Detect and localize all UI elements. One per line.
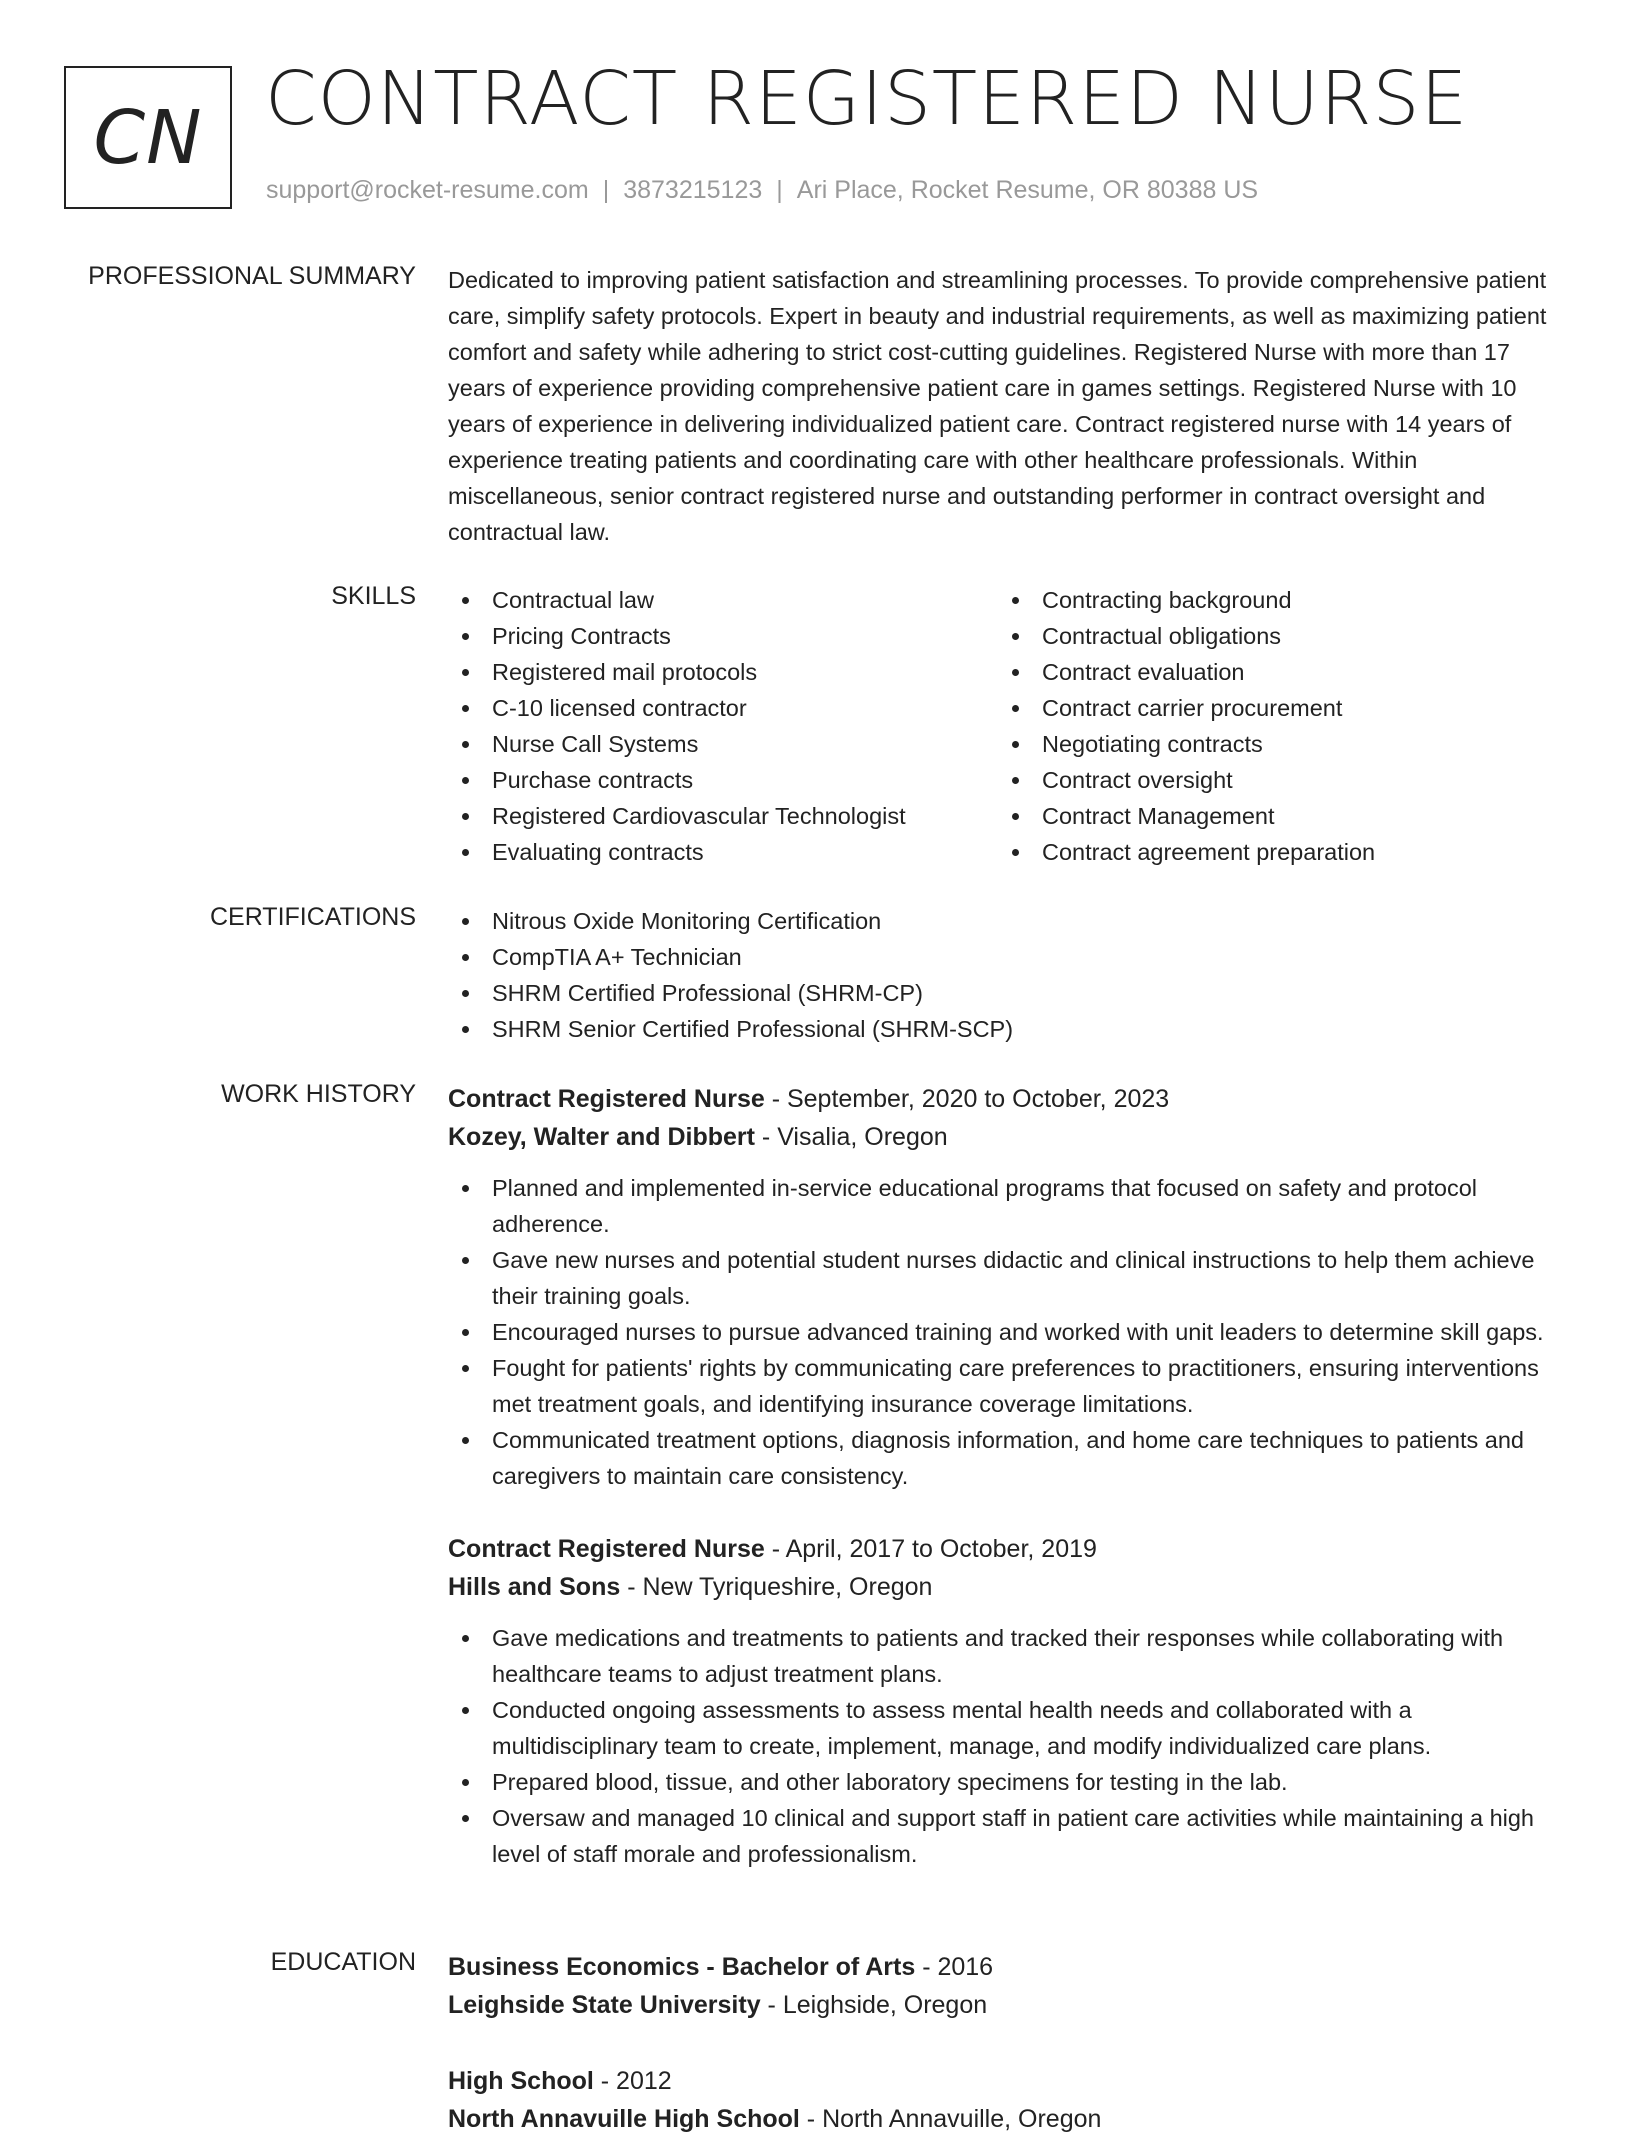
education-location: - North Annavuille, Oregon [799,2105,1102,2133]
job-company: Kozey, Walter and Dibbert [448,1123,755,1151]
education-entry [448,1948,1560,2024]
skill-item: Registered mail protocols [448,654,998,690]
contact-address: Ari Place, Rocket Resume, OR 80388 US [796,176,1259,204]
skill-item: Nurse Call Systems [448,726,998,762]
job-duty-item: Communicated treatment options, diagnosis information, and home care techniques to patients and caregivers to maintain care consistency. [448,1422,1560,1494]
job-duty-item: Conducted ongoing assessments to assess mental health needs and collaborated with a multidisciplinary team to create, implement, manage, and modify individualized care plans. [448,1692,1560,1764]
job-duty-item: Gave new nurses and potential student nurses didactic and clinical instructions to help them achieve their training goals. [448,1242,1560,1314]
skill-item: Contracting background [998,582,1548,618]
skill-item: Purchase contracts [448,762,998,798]
certification-item: SHRM Senior Certified Professional (SHRM-SCP) [448,1011,1560,1047]
contact-phone: 3873215123 [623,176,763,204]
education-degree: Business Economics - Bachelor of Arts [448,1953,916,1981]
work-heading: WORK HISTORY [221,1080,416,1108]
job-title: Contract Registered Nurse [448,1085,765,1113]
skills-list-left [448,582,998,870]
skill-item: Contract carrier procurement [998,690,1548,726]
skill-item: Contractual law [448,582,998,618]
job-dates: - September, 2020 to October, 2023 [764,1085,1170,1113]
skill-item: Pricing Contracts [448,618,998,654]
separator: | [602,176,610,204]
job-location: - Visalia, Oregon [754,1123,948,1151]
skills-list-right [998,582,1548,870]
job-entry [448,1530,1560,1872]
education-degree-line [448,2062,1560,2100]
separator: | [776,176,783,204]
skill-item: Evaluating contracts [448,834,998,870]
summary-text: Dedicated to improving patient satisfaction and streamlining processes. To provide comprehensive patient care, simplify safety protocols. Expert in beauty and industrial requirements, as well as maximizing patient comfort and safety while adhering to strict cost-cutting guidelines. Registered Nurse with more than 17 years of experience providing comprehensive patient care in games settings. Registered Nurse with 10 years of experience in delivering individualized patient care. Contract registered nurse with 14 years of experience treating patients and coordinating care with other healthcare professionals. Within miscellaneous, senior contract registered nurse and outstanding performer in contract oversight and contractual law. [448,267,1547,545]
job-company-line [448,1118,1560,1156]
education-entry [448,2062,1560,2138]
certifications-heading: CERTIFICATIONS [209,903,416,931]
job-duty-item: Encouraged nurses to pursue advanced training and worked with unit leaders to determine skill gaps. [448,1314,1560,1350]
education-school-line [448,1986,1560,2024]
job-title: Contract Registered Nurse [448,1535,765,1563]
job-title-line [448,1080,1560,1118]
education-heading: EDUCATION [270,1948,416,1976]
job-duty-item: Planned and implemented in-service educational programs that focused on safety and protocol adherence. [448,1170,1560,1242]
skills-heading: SKILLS [331,582,416,610]
education-degree-line [448,1948,1560,1986]
contact-email: support@rocket-resume.com [266,176,589,204]
job-company-line [448,1568,1560,1606]
education-year: - 2012 [593,2067,672,2095]
certification-item: Nitrous Oxide Monitoring Certification [448,903,1560,939]
education-school: Leighside State University [448,1991,761,2019]
skills-body [448,582,1560,870]
job-entry [448,1080,1560,1494]
education-year: - 2016 [915,1953,994,1981]
skill-item: C-10 licensed contractor [448,690,998,726]
certifications-body [448,903,1560,1047]
education-degree: High School [448,2067,594,2095]
education-school: North Annavuille High School [448,2105,800,2133]
skill-item: Contract agreement preparation [998,834,1548,870]
education-school-line [448,2100,1560,2138]
contact-line [266,176,1258,205]
resume-name: CONTRACT REGISTERED NURSE [265,56,1469,142]
certification-item: SHRM Certified Professional (SHRM-CP) [448,975,1560,1011]
skill-item: Registered Cardiovascular Technologist [448,798,998,834]
monogram-logo: CN [64,66,232,209]
skill-item: Negotiating contracts [998,726,1548,762]
education-body [448,1948,1560,2138]
job-location: - New Tyriqueshire, Oregon [620,1573,933,1601]
education-location: - Leighside, Oregon [760,1991,988,2019]
certification-item: CompTIA A+ Technician [448,939,1560,975]
work-body [448,1080,1560,1872]
summary-heading: PROFESSIONAL SUMMARY [88,262,416,290]
job-dates: - April, 2017 to October, 2019 [764,1535,1097,1563]
job-duty-item: Prepared blood, tissue, and other laboratory specimens for testing in the lab. [448,1764,1560,1800]
skill-item: Contract evaluation [998,654,1548,690]
job-duty-item: Gave medications and treatments to patients and tracked their responses while collaborating with healthcare teams to adjust treatment plans. [448,1620,1560,1692]
skill-item: Contract Management [998,798,1548,834]
skill-item: Contractual obligations [998,618,1548,654]
skill-item: Contract oversight [998,762,1548,798]
job-duties-list [448,1170,1560,1494]
job-duty-item: Oversaw and managed 10 clinical and support staff in patient care activities while maintaining a high level of staff morale and professionalism. [448,1800,1560,1872]
job-title-line [448,1530,1560,1568]
job-duty-item: Fought for patients' rights by communicating care preferences to practitioners, ensuring interventions met treatment goals, and identifying insurance coverage limitations. [448,1350,1560,1422]
job-duties-list [448,1620,1560,1872]
certifications-list [448,903,1560,1047]
job-company: Hills and Sons [448,1573,621,1601]
